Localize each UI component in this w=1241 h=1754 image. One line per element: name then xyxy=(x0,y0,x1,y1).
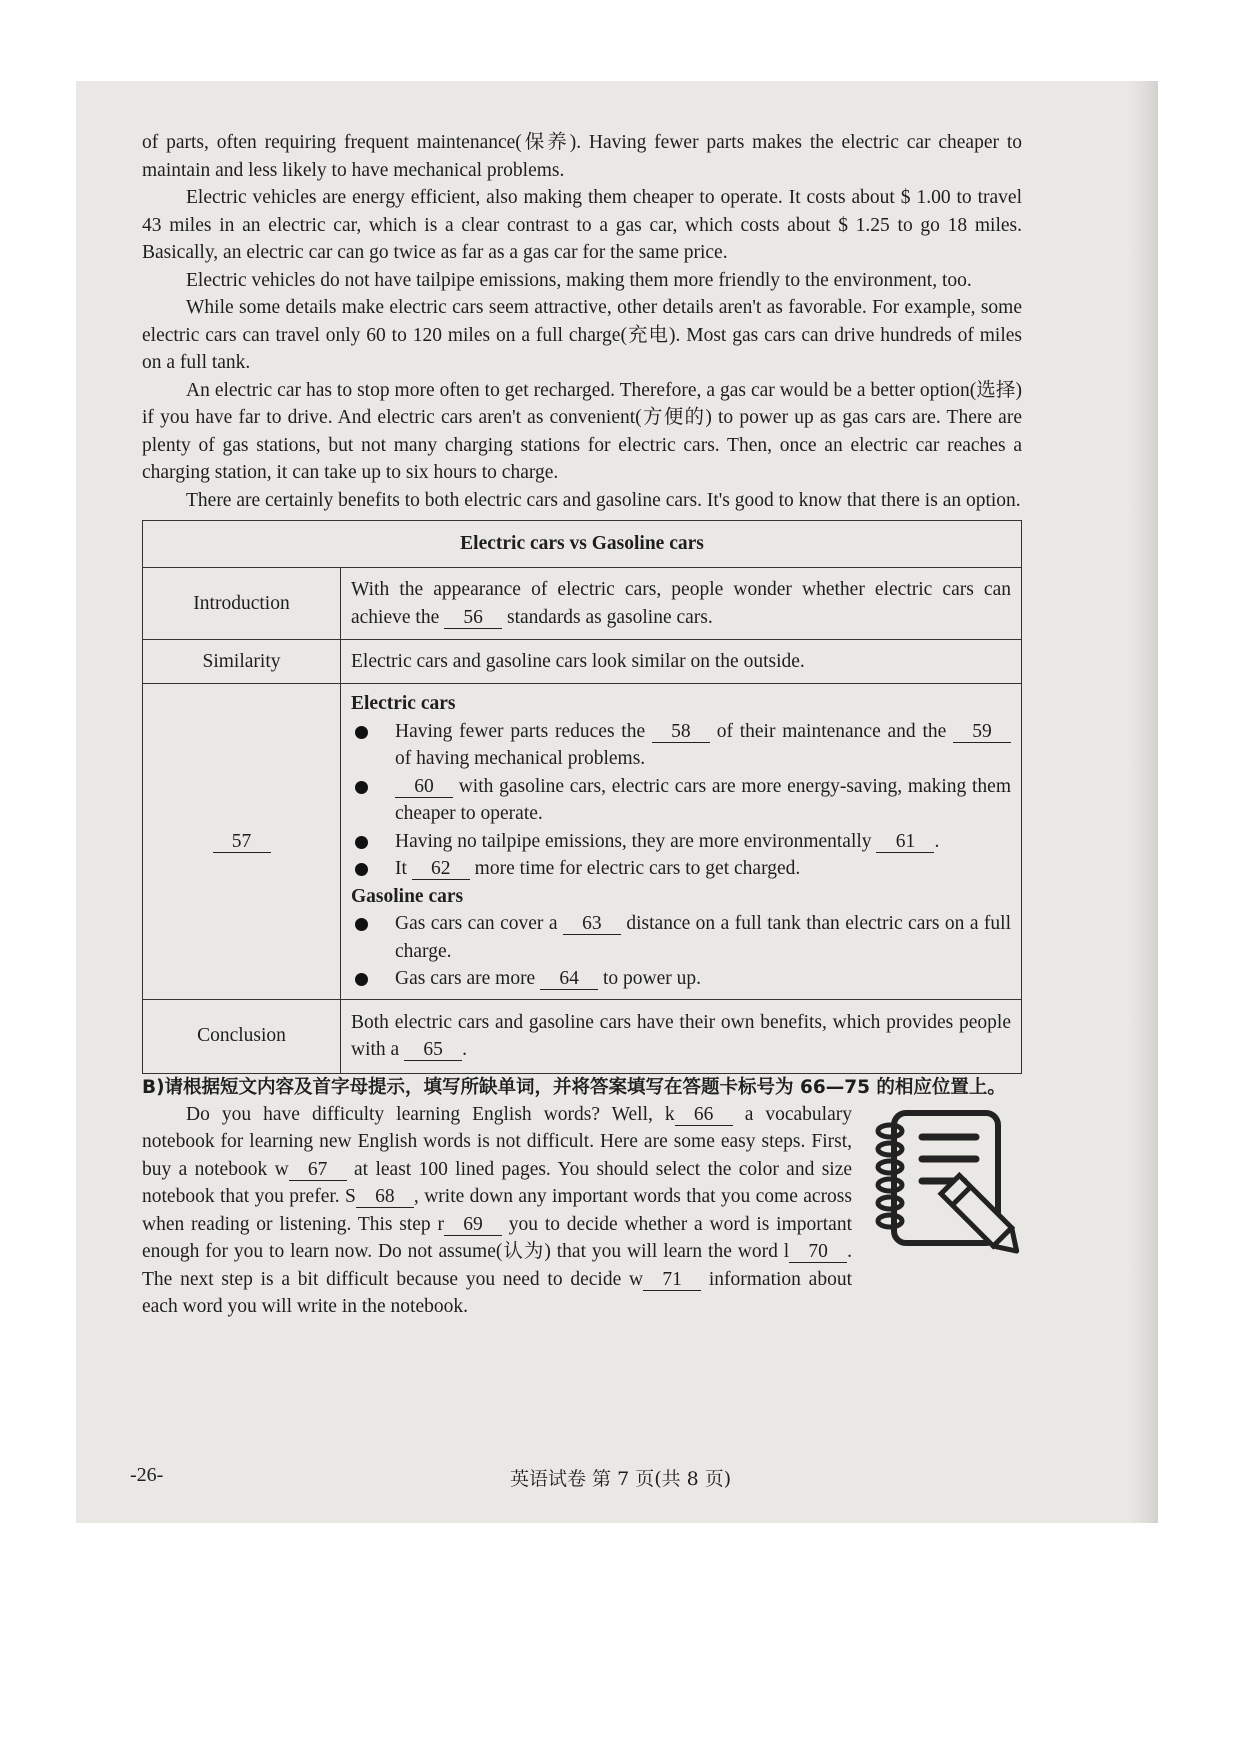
row-head-difference xyxy=(143,684,341,1000)
bullet-item: Having no tailpipe emissions, they are more environmentally 61 . xyxy=(351,828,1011,856)
bullet-dot-icon xyxy=(355,973,368,986)
section-b-paragraph: Do you have difficulty learning English words? Well, k 66 a vocabulary notebook for learning new English words is not difficult. Here are some easy steps. First, buy a notebook w 67 at least 100 lined pages. You should select the color and size notebook that you prefer. S 68 , write down any important words that you come across when reading or listening. This step r 69 you to decide whether a word is important enough for you to learn now. Do not assume(认为) that you will learn the word l 70 . The next step is a bit difficult because you need to decide w 71 information about each word you will write in the notebook. xyxy=(142,1103,853,1317)
passage-paragraph-6: There are certainly benefits to both electric cars and gasoline cars. It's good to know that there is an option. xyxy=(186,489,1021,511)
bullet-item: Gas cars can cover a 63 distance on a full tank than electric cars on a full charge. xyxy=(351,910,1011,965)
gasoline-cars-heading: Gasoline cars xyxy=(351,885,464,907)
passage-paragraph-3: Electric vehicles do not have tailpipe emissions, making them more friendly to the environment, too. xyxy=(186,269,972,291)
notebook-pencil-icon xyxy=(872,1105,1022,1265)
bullet-item: Gas cars are more 64 to power up. xyxy=(351,965,1011,993)
blank-59[interactable]: 59 xyxy=(953,722,1011,743)
blank-70[interactable]: 70 xyxy=(789,1242,847,1263)
row-head-conclusion: Conclusion xyxy=(143,999,341,1073)
blank-66[interactable]: 66 xyxy=(675,1105,733,1126)
bullet-item: It 62 more time for electric cars to get charged. xyxy=(351,855,1011,883)
blank-60[interactable]: 60 xyxy=(395,777,453,798)
reading-passage xyxy=(142,129,1022,1321)
electric-cars-heading: Electric cars xyxy=(351,693,456,714)
summary-table xyxy=(142,520,1022,1074)
passage-paragraph-2: Electric vehicles are energy efficient, also making them cheaper to operate. It costs about $ 1.00 to travel 43 miles in an electric car, which is a clear contrast to a gas car, which costs about $ 1.25 to go 18 miles. Basically, an electric car can go twice as far as a gas car for the same price. xyxy=(142,187,1022,263)
exam-page xyxy=(76,81,1158,1523)
introduction-cell: With the appearance of electric cars, people wonder whether electric cars can achieve the 56 standards as gasoline cars. xyxy=(341,568,1022,640)
bullet-dot-icon xyxy=(355,863,368,876)
page-title: 英语试卷 第 7 页(共 8 页) xyxy=(510,1468,732,1490)
page-number: -26- xyxy=(130,1464,164,1486)
passage-paragraph-5: An electric car has to stop more often to get recharged. Therefore, a gas car would be a better option(选择) if you have far to drive. And electric cars aren't as convenient(方便的) to power up as gas cars are. There are plenty of gas stations, but not many charging stations for electric cars. Then, once an electric car reaches a charging station, it can take up to six hours to charge. xyxy=(142,379,1022,483)
table-title: Electric cars vs Gasoline cars xyxy=(143,521,1022,568)
blank-68[interactable]: 68 xyxy=(356,1187,414,1208)
difference-cell xyxy=(341,684,1022,1000)
blank-69[interactable]: 69 xyxy=(444,1215,502,1236)
bullet-dot-icon xyxy=(355,918,368,931)
row-head-similarity: Similarity xyxy=(143,640,341,684)
blank-64[interactable]: 64 xyxy=(540,969,598,990)
blank-58[interactable]: 58 xyxy=(652,722,710,743)
blank-61[interactable]: 61 xyxy=(876,832,934,853)
conclusion-cell: Both electric cars and gasoline cars have their own benefits, which provides people with a 65 . xyxy=(341,999,1022,1073)
blank-56[interactable]: 56 xyxy=(444,608,502,629)
passage-paragraph-4: While some details make electric cars seem attractive, other details aren't as favorable. For example, some electric cars can travel only 60 to 120 miles on a full charge(充电). Most gas cars can drive hundreds of miles on a full tank. xyxy=(142,297,1022,373)
blank-57[interactable]: 57 xyxy=(213,832,271,853)
blank-63[interactable]: 63 xyxy=(563,914,621,935)
bullet-item: Having fewer parts reduces the 58 of their maintenance and the 59 of having mechanical problems. xyxy=(351,718,1011,773)
similarity-cell: Electric cars and gasoline cars look similar on the outside. xyxy=(341,640,1022,684)
row-head-introduction: Introduction xyxy=(143,568,341,640)
bullet-item: 60 with gasoline cars, electric cars are more energy-saving, making them cheaper to operate. xyxy=(351,773,1011,828)
blank-67[interactable]: 67 xyxy=(289,1160,347,1181)
section-b-passage xyxy=(142,1101,1022,1321)
bullet-dot-icon xyxy=(355,726,368,739)
blank-62[interactable]: 62 xyxy=(412,859,470,880)
section-b-instruction: B)请根据短文内容及首字母提示，填写所缺单词，并将答案填写在答题卡标号为 66—75 的相应位置上。 xyxy=(142,1076,1006,1098)
page-fold-shadow xyxy=(1128,81,1158,1523)
passage-paragraph-1: of parts, often requiring frequent maintenance(保养). Having fewer parts makes the electric car cheaper to maintain and less likely to have mechanical problems. xyxy=(142,132,1022,181)
blank-65[interactable]: 65 xyxy=(404,1040,462,1061)
blank-71[interactable]: 71 xyxy=(643,1270,701,1291)
bullet-dot-icon xyxy=(355,781,368,794)
bullet-dot-icon xyxy=(355,836,368,849)
